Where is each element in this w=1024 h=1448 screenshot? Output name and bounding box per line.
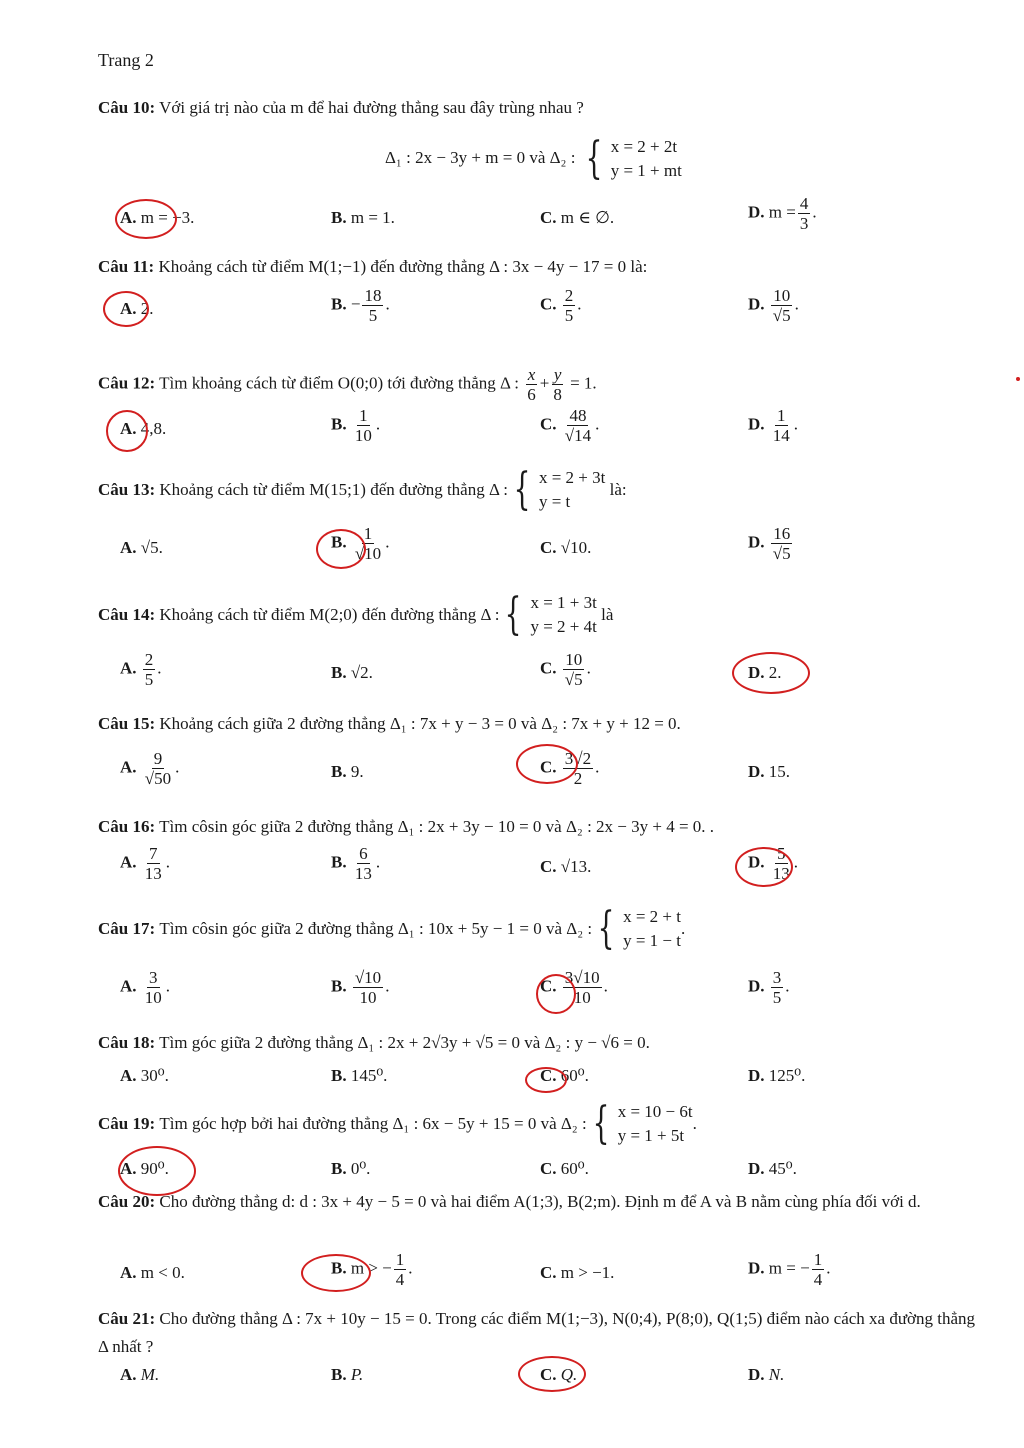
question-20 bbox=[98, 1188, 978, 1216]
q12-a-value: 4,8. bbox=[140, 419, 167, 438]
q17-d-denominator: 5 bbox=[772, 988, 782, 1007]
q10-d-denominator: 3 bbox=[799, 214, 809, 233]
q10-c-label: C. bbox=[540, 208, 557, 227]
q13-d-denominator: √5 bbox=[772, 544, 791, 563]
q19-c-label: C. bbox=[540, 1159, 557, 1178]
q15-d-label: D. bbox=[748, 762, 765, 781]
q12-b-fraction bbox=[353, 406, 374, 445]
q15-option-a[interactable]: A. $\frac{9}{√50}$ . bbox=[120, 749, 180, 788]
q13-a-value: √5. bbox=[140, 538, 163, 557]
q10-system: { x = 2 + 2t y = 1 + mt bbox=[585, 133, 682, 184]
q17-b-numerator: √10 bbox=[354, 968, 382, 987]
q13-option-b[interactable]: B. $\frac{1}{√10}$ . bbox=[331, 524, 390, 563]
q12-label: Câu 12: bbox=[98, 373, 156, 393]
q15-c-numerator: 3√2 bbox=[564, 749, 592, 768]
q12-a-label: A. bbox=[120, 419, 137, 438]
q21-option-b[interactable] bbox=[331, 1364, 363, 1386]
q10-option-c[interactable] bbox=[540, 207, 614, 229]
q12-y-fraction bbox=[551, 365, 564, 404]
q17-text: Tìm côsin góc giữa 2 đường thẳng Δ₁ : 10x + 5y − 1 = 0 và Δ₂ : bbox=[159, 919, 593, 938]
q18-a-value: 30⁰. bbox=[140, 1066, 169, 1085]
q16-option-a[interactable]: A. $\frac{7}{13}$ . bbox=[120, 844, 171, 883]
q12-x-numerator: x bbox=[527, 365, 536, 384]
q18-option-b[interactable] bbox=[331, 1065, 387, 1087]
q12-b-denominator: 10 bbox=[354, 426, 372, 445]
q10-d-label: D. bbox=[748, 202, 765, 222]
q17-d-numerator: 3 bbox=[772, 968, 782, 987]
q14-option-b[interactable] bbox=[331, 662, 373, 684]
q16-a-denominator: 13 bbox=[144, 864, 162, 883]
q11-d-numerator: 10 bbox=[773, 286, 791, 305]
q16-b-numerator: 6 bbox=[359, 844, 368, 863]
q12-y-denominator: 8 bbox=[553, 385, 562, 404]
q16-c-value: √13. bbox=[560, 857, 592, 876]
question-18 bbox=[98, 1032, 978, 1054]
q21-d-value: N. bbox=[768, 1365, 785, 1384]
q17-a-label: A. bbox=[120, 976, 137, 996]
q19-b-value: 0⁰. bbox=[350, 1159, 371, 1178]
q18-option-a[interactable] bbox=[120, 1065, 169, 1087]
q12-d-label: D. bbox=[748, 414, 765, 434]
q20-b-numerator: 1 bbox=[395, 1250, 405, 1269]
q15-option-c[interactable]: C. $\frac{3√2}{2}$ . bbox=[540, 749, 600, 788]
q19-label: Câu 19: bbox=[98, 1114, 156, 1133]
q13-d-label: D. bbox=[748, 532, 765, 552]
answer-circle-q17 bbox=[536, 974, 576, 1014]
q10-label: Câu 10: bbox=[98, 98, 156, 117]
q20-b-prefix: m > − bbox=[350, 1258, 392, 1278]
answer-circle-q13 bbox=[316, 529, 366, 569]
q16-d-label: D. bbox=[748, 852, 765, 872]
q18-b-label: B. bbox=[331, 1066, 347, 1085]
question-16 bbox=[98, 816, 978, 838]
q15-a-denominator: √50 bbox=[144, 769, 172, 788]
q21-c-value: Q. bbox=[560, 1365, 578, 1384]
q11-label: Câu 11: bbox=[98, 257, 155, 276]
q17-option-c[interactable]: C. $\frac{3√10}{10}$ . bbox=[540, 968, 608, 1007]
q20-b-fraction bbox=[394, 1250, 407, 1289]
question-21 bbox=[98, 1305, 978, 1361]
answer-circle-q15 bbox=[516, 744, 578, 784]
q13-b-denominator: √10 bbox=[354, 544, 382, 563]
answer-circle-q10 bbox=[115, 199, 177, 239]
question-13 bbox=[98, 466, 978, 514]
q21-a-label: A. bbox=[120, 1365, 137, 1384]
q11-c-fraction bbox=[563, 286, 576, 325]
q10-d-numerator: 4 bbox=[799, 194, 809, 213]
q17-option-d[interactable]: D. $\frac{3}{5}$ . bbox=[748, 968, 790, 1007]
q11-a-value: 2. bbox=[140, 299, 154, 318]
q20-d-denominator: 4 bbox=[813, 1270, 823, 1289]
q20-b-denominator: 4 bbox=[395, 1270, 405, 1289]
q13-label: Câu 13: bbox=[98, 480, 156, 499]
q14-d-label: D. bbox=[748, 663, 765, 682]
q15-a-numerator: 9 bbox=[153, 749, 163, 768]
q10-equation bbox=[385, 135, 682, 183]
q21-text: Cho đường thẳng Δ : 7x + 10y − 15 = 0. Trong các điểm M(1;−3), N(0;4), P(8;0), Q(1;5) điểm nào cách xa đường thẳng Δ nhất ? bbox=[98, 1309, 976, 1356]
q18-label: Câu 18: bbox=[98, 1033, 156, 1052]
q10-sys-line2: y = 1 + mt bbox=[610, 161, 682, 180]
q20-a-value: m < 0. bbox=[140, 1263, 185, 1282]
question-12: Câu 12: Tìm khoảng cách từ điểm O(0;0) tới đường thẳng Δ : $\frac{x}{6}$ + $\frac{y}{8}$ = 1. bbox=[98, 365, 597, 404]
q19-option-c[interactable] bbox=[540, 1158, 589, 1180]
q15-b-value: 9. bbox=[350, 762, 364, 781]
q21-b-value: P. bbox=[350, 1365, 364, 1384]
q21-option-a[interactable] bbox=[120, 1364, 159, 1386]
q11-text: Khoảng cách từ điểm M(1;−1) đến đường thẳng Δ : 3x − 4y − 17 = 0 là: bbox=[158, 257, 648, 276]
q13-text: Khoảng cách từ điểm M(15;1) đến đường thẳng bbox=[159, 480, 485, 499]
q13-system: { x = 2 + 3t y = t bbox=[513, 464, 606, 515]
q14-text: Khoảng cách từ điểm M(2;0) đến đường thẳng Δ : bbox=[159, 605, 500, 624]
q18-option-d[interactable] bbox=[748, 1065, 805, 1087]
q15-a-fraction bbox=[143, 749, 173, 788]
q13-option-c[interactable] bbox=[540, 537, 591, 559]
q21-label: Câu 21: bbox=[98, 1309, 156, 1328]
q19-option-b[interactable] bbox=[331, 1158, 370, 1180]
q19-a-value: 90⁰. bbox=[140, 1159, 169, 1178]
question-17: Câu 17: Tìm côsin góc giữa 2 đường thẳng Δ₁ : 10x + 5y − 1 = 0 và Δ₂ : { x = 2 + t y = 1 − t . bbox=[98, 903, 686, 954]
q11-b-prefix: − bbox=[350, 294, 361, 314]
q16-option-c[interactable] bbox=[540, 856, 591, 878]
q13-tail: là: bbox=[609, 480, 627, 499]
q21-a-value: M. bbox=[140, 1365, 160, 1384]
q20-d-numerator: 1 bbox=[813, 1250, 823, 1269]
q19-sys-line1: x = 10 − 6t bbox=[617, 1102, 693, 1121]
q14-tail: là bbox=[601, 605, 614, 624]
q12-d-numerator: 1 bbox=[777, 406, 786, 425]
q10-b-value: m = 1. bbox=[350, 208, 395, 227]
q15-c-denominator: 2 bbox=[573, 769, 583, 788]
q11-b-denominator: 5 bbox=[368, 306, 378, 325]
q15-text: Khoảng cách giữa 2 đường thẳng Δ₁ : 7x + y − 3 = 0 và Δ₂ : 7x + y + 12 = 0. bbox=[159, 714, 681, 733]
q12-b-numerator: 1 bbox=[359, 406, 368, 425]
q12-text: Tìm khoảng cách từ điểm O(0;0) tới đường thẳng Δ : bbox=[159, 373, 519, 393]
q11-option-d[interactable]: D. $\frac{10}{√5}$ . bbox=[748, 286, 799, 325]
question-10 bbox=[98, 97, 978, 119]
q10-option-d[interactable]: D. m = $\frac{4}{3}$ . bbox=[748, 194, 817, 233]
q18-d-label: D. bbox=[748, 1066, 765, 1085]
question-14 bbox=[98, 591, 978, 639]
q14-system: { x = 1 + 3t y = 2 + 4t bbox=[505, 589, 597, 640]
q10-eq-d1: Δ₁ : 2x − 3y + m = 0 và Δ₂ : bbox=[385, 147, 576, 167]
q16-option-d[interactable]: D. $\frac{5}{13}$ . bbox=[748, 844, 799, 883]
q20-b-label: B. bbox=[331, 1258, 347, 1278]
q16-b-label: B. bbox=[331, 852, 347, 872]
q11-b-label: B. bbox=[331, 294, 347, 314]
q12-c-numerator: 48 bbox=[569, 406, 587, 425]
q14-c-denominator: √5 bbox=[564, 670, 583, 689]
q18-text: Tìm góc giữa 2 đường thẳng Δ₁ : 2x + 2√3y + √5 = 0 và Δ₂ : y − √6 = 0. bbox=[159, 1033, 650, 1052]
q12-c-label: C. bbox=[540, 414, 557, 434]
q10-d-prefix: m = bbox=[768, 202, 796, 222]
q19-text: Tìm góc hợp bởi hai đường thẳng Δ₁ : 6x − 5y + 15 = 0 và Δ₂ : bbox=[159, 1114, 587, 1133]
q15-d-value: 15. bbox=[768, 762, 791, 781]
q10-sys-line1: x = 2 + 2t bbox=[610, 137, 678, 156]
q16-c-label: C. bbox=[540, 857, 557, 876]
q17-label: Câu 17: bbox=[98, 919, 156, 938]
q19-sys-line2: y = 1 + 5t bbox=[617, 1126, 685, 1145]
q14-sys-line2: y = 2 + 4t bbox=[530, 617, 597, 636]
q15-c-label: C. bbox=[540, 757, 557, 777]
q11-d-denominator: √5 bbox=[772, 306, 791, 325]
q13-d-fraction bbox=[771, 524, 793, 563]
q11-d-label: D. bbox=[748, 294, 765, 314]
q18-c-value: 60⁰. bbox=[560, 1066, 589, 1085]
q16-b-fraction bbox=[353, 844, 374, 883]
q13-option-a[interactable] bbox=[120, 537, 163, 559]
q21-d-label: D. bbox=[748, 1365, 765, 1384]
q20-option-b[interactable]: B. m > − $\frac{1}{4}$ . bbox=[331, 1250, 413, 1289]
q20-c-value: m > −1. bbox=[560, 1263, 615, 1282]
q18-c-label: C. bbox=[540, 1066, 557, 1085]
q20-option-d[interactable]: D. m = − $\frac{1}{4}$ . bbox=[748, 1250, 831, 1289]
q19-b-label: B. bbox=[331, 1159, 347, 1178]
page-header: Trang 2 bbox=[98, 50, 154, 70]
q21-b-label: B. bbox=[331, 1365, 347, 1384]
q12-c-denominator: √14 bbox=[564, 426, 592, 445]
q17-system: { x = 2 + t y = 1 − t bbox=[597, 903, 681, 954]
q11-option-b[interactable]: B. − $\frac{18}{5}$ . bbox=[331, 286, 390, 325]
q11-c-label: C. bbox=[540, 294, 557, 314]
q10-a-label: A. bbox=[120, 208, 137, 227]
q20-c-label: C. bbox=[540, 1263, 557, 1282]
q14-sys-line1: x = 1 + 3t bbox=[530, 593, 597, 612]
q15-label: Câu 15: bbox=[98, 714, 156, 733]
q11-c-denominator: 5 bbox=[564, 306, 574, 325]
q12-option-d[interactable]: D. $\frac{1}{14}$ . bbox=[748, 406, 799, 445]
q18-d-value: 125⁰. bbox=[768, 1066, 806, 1085]
q19-system: { x = 10 − 6t y = 1 + 5t bbox=[592, 1098, 693, 1149]
q14-b-value: √2. bbox=[350, 663, 373, 682]
q17-b-label: B. bbox=[331, 976, 347, 996]
q12-x-denominator: 6 bbox=[527, 385, 536, 404]
q13-option-d[interactable] bbox=[748, 524, 795, 563]
q17-a-fraction bbox=[143, 968, 164, 1007]
q10-a-value: m = −3. bbox=[140, 208, 195, 227]
q11-option-c[interactable]: C. $\frac{2}{5}$ . bbox=[540, 286, 582, 325]
q17-c-numerator: 3√10 bbox=[564, 968, 600, 987]
q20-text: Cho đường thẳng d: d : 3x + 4y − 5 = 0 và hai điểm A(1;3), B(2;m). Định m để A và B nằm cùng phía đối với d. bbox=[159, 1192, 921, 1211]
q10-b-label: B. bbox=[331, 208, 347, 227]
q13-b-numerator: 1 bbox=[363, 524, 373, 543]
q16-label: Câu 16: bbox=[98, 817, 156, 836]
q15-option-b[interactable] bbox=[331, 761, 364, 783]
question-15 bbox=[98, 713, 978, 735]
q13-delta: Δ : bbox=[488, 480, 508, 499]
q15-a-label: A. bbox=[120, 757, 137, 777]
q16-d-denominator: 13 bbox=[772, 864, 790, 883]
q14-option-c[interactable]: C. $\frac{10}{√5}$ . bbox=[540, 650, 591, 689]
q17-option-b[interactable]: B. $\frac{√10}{10}$ . bbox=[331, 968, 390, 1007]
q13-a-label: A. bbox=[120, 538, 137, 557]
q20-option-c[interactable] bbox=[540, 1262, 614, 1284]
answer-circle-q14 bbox=[732, 652, 810, 694]
q18-b-value: 145⁰. bbox=[350, 1066, 388, 1085]
q17-option-a[interactable]: A. $\frac{3}{10}$ . bbox=[120, 968, 171, 1007]
q12-rhs: = 1. bbox=[570, 373, 597, 393]
q12-x-fraction bbox=[525, 365, 538, 404]
q17-d-label: D. bbox=[748, 976, 765, 996]
q10-d-fraction bbox=[798, 194, 811, 233]
q19-d-value: 45⁰. bbox=[768, 1159, 797, 1178]
q16-d-numerator: 5 bbox=[777, 844, 786, 863]
q11-a-label: A. bbox=[120, 299, 137, 318]
answer-circle-q20 bbox=[301, 1254, 371, 1292]
q19-c-value: 60⁰. bbox=[560, 1159, 589, 1178]
q18-a-label: A. bbox=[120, 1066, 137, 1085]
q17-sys-line2: y = 1 − t bbox=[623, 931, 681, 950]
q19-d-label: D. bbox=[748, 1159, 765, 1178]
q21-c-label: C. bbox=[540, 1365, 557, 1384]
q10-c-value: m ∈ ∅. bbox=[560, 208, 615, 227]
q13-d-numerator: 16 bbox=[773, 524, 791, 543]
q14-label: Câu 14: bbox=[98, 605, 156, 624]
q16-a-numerator: 7 bbox=[149, 844, 158, 863]
q17-c-label: C. bbox=[540, 976, 557, 996]
q16-a-label: A. bbox=[120, 852, 137, 872]
q11-c-numerator: 2 bbox=[564, 286, 574, 305]
q11-b-fraction bbox=[362, 286, 383, 325]
q10-option-b[interactable] bbox=[331, 207, 395, 229]
q17-a-numerator: 3 bbox=[149, 968, 158, 987]
q12-y-numerator: y bbox=[553, 365, 562, 384]
q11-b-numerator: 18 bbox=[364, 286, 382, 305]
question-11 bbox=[98, 256, 978, 278]
q14-a-denominator: 5 bbox=[144, 670, 154, 689]
q14-option-a[interactable]: A. $\frac{2}{5}$ . bbox=[120, 650, 162, 689]
q20-a-label: A. bbox=[120, 1263, 137, 1282]
q13-sys-line1: x = 2 + 3t bbox=[538, 468, 606, 487]
q16-a-fraction bbox=[143, 844, 164, 883]
q16-b-denominator: 13 bbox=[354, 864, 372, 883]
q20-d-label: D. bbox=[748, 1258, 765, 1278]
q12-option-b[interactable]: B. $\frac{1}{10}$ . bbox=[331, 406, 381, 445]
q16-option-b[interactable]: B. $\frac{6}{13}$ . bbox=[331, 844, 381, 883]
answer-circle-q18 bbox=[525, 1067, 567, 1093]
q16-text: Tìm côsin góc giữa 2 đường thẳng Δ₁ : 2x + 3y − 10 = 0 và Δ₂ : 2x − 3y + 4 = 0. . bbox=[159, 817, 715, 836]
q17-a-denominator: 10 bbox=[144, 988, 162, 1007]
q12-d-denominator: 14 bbox=[772, 426, 790, 445]
q12-c-fraction bbox=[563, 406, 593, 445]
q20-label: Câu 20: bbox=[98, 1192, 156, 1211]
q17-b-denominator: 10 bbox=[359, 988, 377, 1007]
q14-a-numerator: 2 bbox=[144, 650, 154, 669]
q13-sys-line2: y = t bbox=[538, 492, 571, 511]
q10-text: Với giá trị nào của m để hai đường thẳng sau đây trùng nhau ? bbox=[159, 98, 584, 117]
q14-c-numerator: 10 bbox=[565, 650, 583, 669]
answer-circle-q12 bbox=[106, 410, 148, 452]
q17-b-fraction bbox=[353, 968, 383, 1007]
q14-b-label: B. bbox=[331, 663, 347, 682]
q21-option-d[interactable] bbox=[748, 1364, 784, 1386]
question-19: Câu 19: Tìm góc hợp bởi hai đường thẳng Δ₁ : 6x − 5y + 15 = 0 và Δ₂ : { x = 10 − 6t y = 1 + 5t . bbox=[98, 1098, 697, 1149]
q17-d-fraction bbox=[771, 968, 784, 1007]
answer-circle-q21 bbox=[518, 1356, 586, 1392]
answer-circle-q11 bbox=[103, 291, 149, 327]
q19-option-d[interactable] bbox=[748, 1158, 797, 1180]
q17-c-denominator: 10 bbox=[573, 988, 591, 1007]
q15-b-label: B. bbox=[331, 762, 347, 781]
q13-c-value: √10. bbox=[560, 538, 592, 557]
q14-c-fraction bbox=[563, 650, 585, 689]
red-dot-mark bbox=[1016, 377, 1020, 381]
q14-c-label: C. bbox=[540, 658, 557, 678]
q14-a-label: A. bbox=[120, 658, 137, 678]
q14-d-value: 2. bbox=[768, 663, 782, 682]
q14-a-fraction bbox=[143, 650, 156, 689]
q13-c-label: C. bbox=[540, 538, 557, 557]
q20-d-prefix: m = − bbox=[768, 1258, 810, 1278]
q12-d-fraction bbox=[771, 406, 792, 445]
q15-option-d[interactable] bbox=[748, 761, 790, 783]
q20-d-fraction bbox=[812, 1250, 825, 1289]
q19-a-label: A. bbox=[120, 1159, 137, 1178]
answer-circle-q16 bbox=[735, 847, 793, 887]
q12-b-label: B. bbox=[331, 414, 347, 434]
q13-b-label: B. bbox=[331, 532, 347, 552]
q12-option-c[interactable]: C. $\frac{48}{√14}$ . bbox=[540, 406, 600, 445]
q20-option-a[interactable] bbox=[120, 1262, 185, 1284]
q17-sys-line1: x = 2 + t bbox=[623, 907, 681, 926]
q11-d-fraction bbox=[771, 286, 793, 325]
